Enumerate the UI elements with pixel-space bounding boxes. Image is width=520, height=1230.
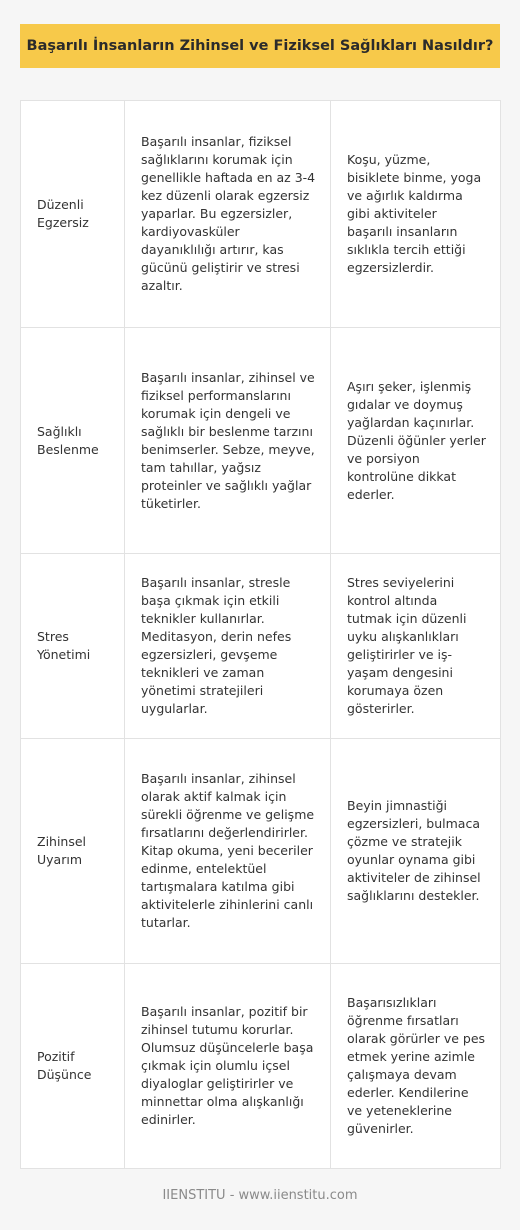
description-cell: Başarılı insanlar, fiziksel sağlıklarını korumak için genellikle haftada en az 3-4 kez düzenli olarak egzersiz yaparlar. Bu egzersizler, kardiyovasküler dayanıklılığı artırır, kas gücünü geliştirir ve stresi azaltır. [125, 101, 331, 328]
examples-cell: Stres seviyelerini kontrol altında tutmak için düzenli uyku alışkanlıkları geliştirirler ve iş-yaşam dengesini korumaya özen gösterirler. [331, 554, 501, 739]
description-cell: Başarılı insanlar, pozitif bir zihinsel tutumu korurlar. Olumsuz düşüncelerle başa çıkmak için olumlu içsel diyaloglar geliştirirler ve minnettar olma alışkanlığı edinirler. [125, 964, 331, 1169]
title-banner [20, 24, 500, 68]
footer-text: IIENSTITU - www.iienstitu.com [162, 1188, 358, 1203]
page-title: Başarılı İnsanların Zihinsel ve Fiziksel Sağlıkları Nasıldır? [26, 38, 494, 54]
table-row [21, 554, 501, 739]
category-cell: Düzenli Egzersiz [21, 101, 125, 328]
info-table [20, 100, 501, 1169]
examples-cell: Aşırı şeker, işlenmiş gıdalar ve doymuş yağlardan kaçınırlar. Düzenli öğünler yerler ve porsiyon kontrolüne dikkat ederler. [331, 328, 501, 554]
table-row [21, 101, 501, 328]
category-cell: Zihinsel Uyarım [21, 739, 125, 964]
description-cell: Başarılı insanlar, zihinsel ve fiziksel performanslarını korumak için dengeli ve sağlıklı bir beslenme tarzını benimserler. Sebze, meyve, tam tahıllar, yağsız proteinler ve sağlıklı yağlar tüketirler. [125, 328, 331, 554]
table-row [21, 739, 501, 964]
footer [0, 1188, 520, 1203]
description-cell: Başarılı insanlar, zihinsel olarak aktif kalmak için sürekli öğrenme ve gelişme fırsatlarını değerlendirirler. Kitap okuma, yeni beceriler edinme, entelektüel tartışmalara katılma gibi aktivitelerle zihinlerini canlı tutarlar. [125, 739, 331, 964]
examples-cell: Koşu, yüzme, bisiklete binme, yoga ve ağırlık kaldırma gibi aktiviteler başarılı insanların sıklıkla tercih ettiği egzersizlerdir. [331, 101, 501, 328]
category-cell: Pozitif Düşünce [21, 964, 125, 1169]
category-cell: Sağlıklı Beslenme [21, 328, 125, 554]
examples-cell: Başarısızlıkları öğrenme fırsatları olarak görürler ve pes etmek yerine azimle çalışmaya devam ederler. Kendilerine ve yeteneklerine güvenirler. [331, 964, 501, 1169]
examples-cell: Beyin jimnastiği egzersizleri, bulmaca çözme ve stratejik oyunlar oynama gibi aktiviteler de zihinsel sağlıklarını destekler. [331, 739, 501, 964]
description-cell: Başarılı insanlar, stresle başa çıkmak için etkili teknikler kullanırlar. Meditasyon, derin nefes egzersizleri, gevşeme teknikleri ve zaman yönetimi stratejileri uygularlar. [125, 554, 331, 739]
table-row [21, 964, 501, 1169]
table-row [21, 328, 501, 554]
category-cell: Stres Yönetimi [21, 554, 125, 739]
